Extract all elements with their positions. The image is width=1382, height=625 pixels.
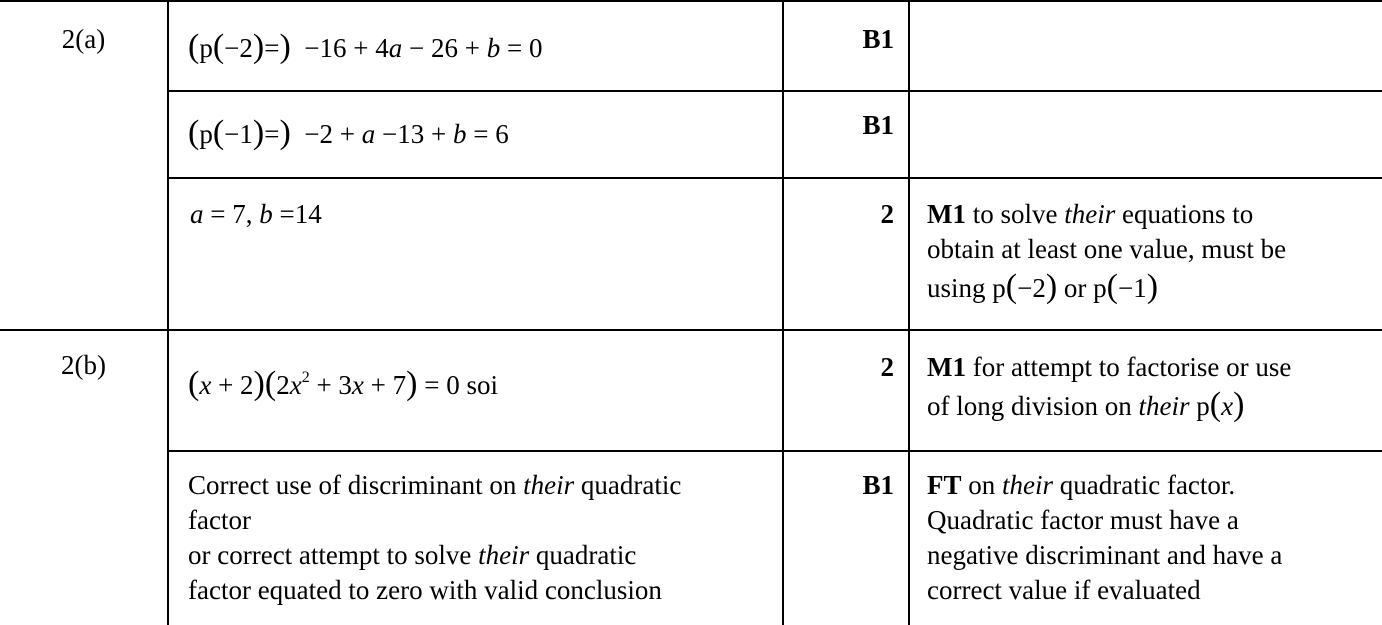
question-number: 2(a) <box>61 24 106 54</box>
column-divider-2 <box>782 0 784 625</box>
answer-cell: a = 7, b =14 <box>190 199 322 229</box>
mark-cell: B1 <box>862 110 894 140</box>
table-border-top <box>0 0 1382 2</box>
question-number: 2(b) <box>61 350 106 380</box>
mark-cell: 2 <box>880 199 894 229</box>
row-divider-2 <box>167 177 1382 179</box>
answer-cell: Correct use of discriminant on their quadratic factor or correct attempt to solve their quadratic factor equated to zero with valid conclusion <box>188 470 682 605</box>
answer-cell: (p(−2)=) −16 + 4a − 26 + b = 0 <box>188 28 543 65</box>
guidance-cell: FT on their quadratic factor. Quadratic factor must have a negative discriminant and have a correct value if evaluated <box>927 470 1283 605</box>
column-divider-3 <box>908 0 910 625</box>
answer-cell: $(x + 2)(2x^2 + 3x + 7) = 0$ soi <box>188 365 498 402</box>
guidance-cell: M1 for attempt to factorise or use of long division on their p(x) <box>927 352 1292 423</box>
mark-cell: 2 <box>880 352 894 382</box>
mark-cell: B1 <box>862 470 894 500</box>
answer-cell: (p(−1)=) −2 + a −13 + b = 6 <box>188 114 509 151</box>
guidance-cell: M1 to solve their equations to obtain at least one value, must be using p(−2) or p(−1) <box>927 199 1287 305</box>
row-divider-4 <box>167 450 1382 452</box>
row-divider-1 <box>167 90 1382 92</box>
mark-cell: B1 <box>862 24 894 54</box>
column-divider-1 <box>167 0 169 625</box>
row-divider-3 <box>0 329 1382 331</box>
